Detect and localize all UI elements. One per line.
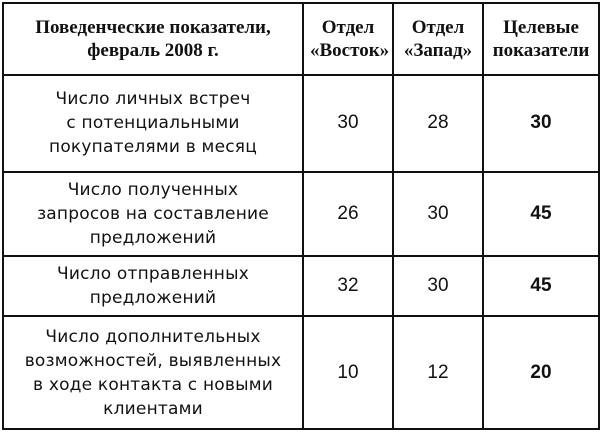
east-value: 26 [303, 172, 393, 256]
table-row [3, 172, 599, 256]
metric-line: покупателями в месяц [49, 137, 257, 158]
header-row [3, 3, 599, 75]
header-east [303, 3, 393, 75]
west-value: 28 [393, 75, 483, 172]
target-value: 20 [483, 316, 599, 429]
metric-line: Число дополнительных [45, 326, 261, 347]
metric-line: Число полученных [67, 179, 239, 200]
header-metric-line: февраль 2008 г. [87, 40, 219, 61]
metric-cell [3, 75, 303, 172]
target-value: 45 [483, 172, 599, 256]
table-row [3, 316, 599, 429]
header-west [393, 3, 483, 75]
metric-line: запросов на составление [37, 203, 269, 224]
east-value: 30 [303, 75, 393, 172]
header-target [483, 3, 599, 75]
target-value: 45 [483, 256, 599, 316]
metric-line: возможностей, выявленных [24, 350, 282, 371]
metric-line: в ходе контакта с новыми [33, 374, 273, 395]
metric-line: Число отправленных [56, 264, 249, 285]
west-value: 30 [393, 256, 483, 316]
metric-cell [3, 316, 303, 429]
metric-line: клиентами [103, 398, 203, 419]
metric-line: с потенциальными [66, 113, 240, 134]
metric-line: предложений [89, 227, 217, 248]
header-west-line: Отдел [411, 17, 465, 38]
east-value: 10 [303, 316, 393, 429]
behavior-metrics-table [2, 2, 600, 430]
header-metric-line: Поведенческие показатели, [35, 17, 271, 38]
header-west-line: «Запад» [403, 40, 473, 61]
header-target-line: Целевые [503, 17, 579, 38]
table-row [3, 256, 599, 316]
header-east-line: «Восток» [310, 40, 390, 61]
west-value: 12 [393, 316, 483, 429]
metric-line: Число личных встреч [55, 89, 251, 110]
west-value: 30 [393, 172, 483, 256]
header-target-line: показатели [492, 40, 590, 61]
target-value: 30 [483, 75, 599, 172]
metric-cell [3, 256, 303, 316]
east-value: 32 [303, 256, 393, 316]
header-metric [3, 3, 303, 75]
table-row [3, 75, 599, 172]
metric-line: предложений [89, 288, 217, 309]
metric-cell [3, 172, 303, 256]
header-east-line: Отдел [321, 17, 375, 38]
